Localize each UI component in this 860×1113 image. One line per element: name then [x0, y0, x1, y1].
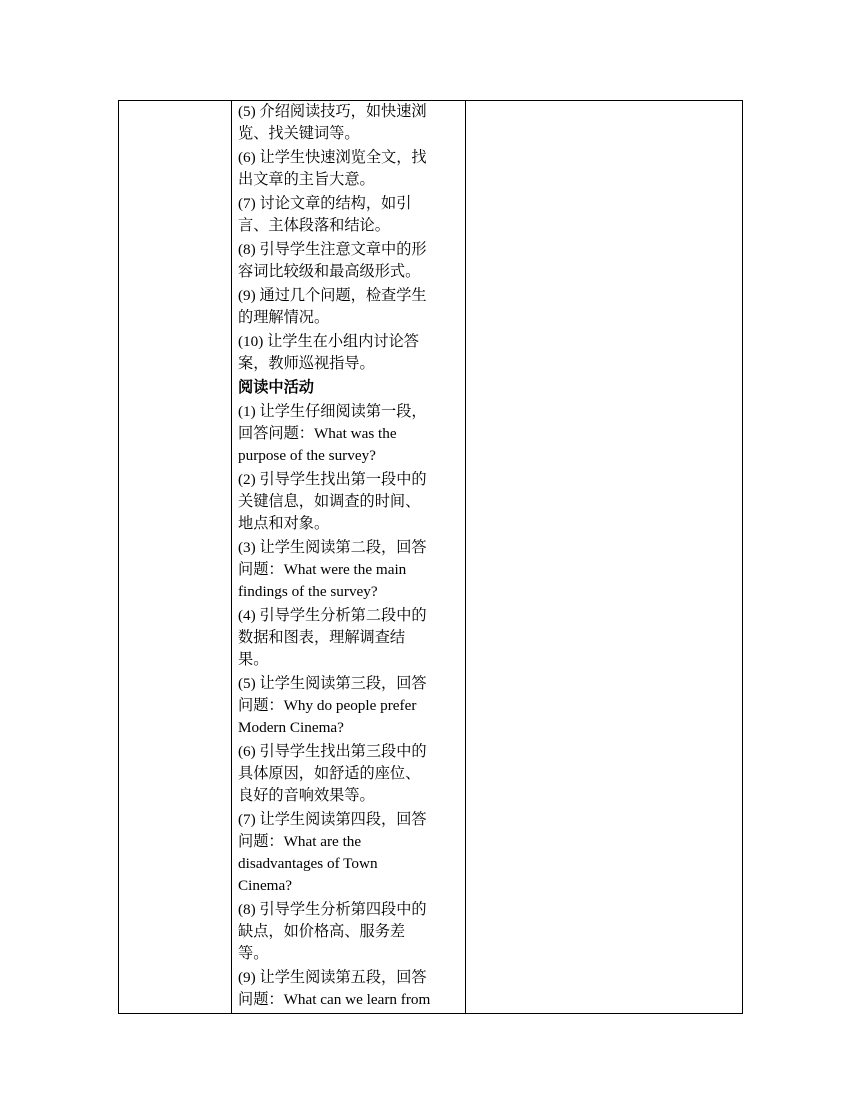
activity-item [238, 101, 459, 145]
activity-item [238, 239, 459, 283]
activity-line: 问题：Why do people prefer [238, 697, 417, 714]
activity-line: (8) 引导学生注意文章中的形 [238, 241, 427, 258]
activity-line: (6) 让学生快速浏览全文，找 [238, 149, 427, 166]
activity-line: 数据和图表，理解调查结 [238, 629, 406, 646]
activity-line: 问题：What are the [238, 833, 362, 850]
activity-item [238, 741, 459, 807]
activity-line: (3) 让学生阅读第二段，回答 [238, 539, 427, 556]
activity-line: 缺点，如价格高、服务差 [238, 923, 406, 940]
activity-line: 果。 [238, 651, 269, 668]
activity-line: 问题：What can we learn from [238, 991, 431, 1008]
activity-line: disadvantages of Town [238, 855, 378, 872]
activity-line: (6) 引导学生找出第三段中的 [238, 743, 427, 760]
activity-item [238, 193, 459, 237]
activity-line: (7) 讨论文章的结构，如引 [238, 195, 412, 212]
activity-item [238, 469, 459, 535]
activity-line: (4) 引导学生分析第二段中的 [238, 607, 427, 624]
activity-line: (9) 让学生阅读第五段，回答 [238, 969, 427, 986]
activity-line: 良好的音响效果等。 [238, 787, 375, 804]
activity-line: 的理解情况。 [238, 309, 330, 326]
activity-line: 关键信息，如调查的时间、 [238, 493, 421, 510]
activity-item [238, 605, 459, 671]
activity-line: (8) 引导学生分析第四段中的 [238, 901, 427, 918]
activity-line: 问题：What were the main [238, 561, 407, 578]
activity-item [238, 147, 459, 191]
activity-line: (7) 让学生阅读第四段，回答 [238, 811, 427, 828]
design-intent-cell [466, 101, 743, 1014]
activity-list [232, 101, 465, 1011]
activity-line: 等。 [238, 945, 269, 962]
activity-line: findings of the survey? [238, 583, 378, 600]
activity-line: 出文章的主旨大意。 [238, 171, 375, 188]
activity-item [238, 673, 459, 739]
activity-line: (1) 让学生仔细阅读第一段， [238, 403, 427, 420]
activity-line: 地点和对象。 [238, 515, 330, 532]
section-heading [238, 377, 459, 399]
activity-line: 回答问题：What was the [238, 425, 397, 442]
activity-item [238, 331, 459, 375]
activity-line: purpose of the survey? [238, 447, 376, 464]
activity-item [238, 967, 459, 1011]
activity-item [238, 809, 459, 897]
activity-line: Cinema? [238, 877, 292, 894]
activity-line: 览、找关键词等。 [238, 125, 360, 142]
activity-line: 言、主体段落和结论。 [238, 217, 390, 234]
activity-line: 案，教师巡视指导。 [238, 355, 375, 372]
activity-line: 阅读中活动 [238, 379, 314, 396]
activity-item [238, 899, 459, 965]
activity-line: (5) 介绍阅读技巧，如快速浏 [238, 103, 427, 120]
table-row [119, 101, 743, 1014]
activity-line: 具体原因，如舒适的座位、 [238, 765, 421, 782]
activity-line: 容词比较级和最高级形式。 [238, 263, 421, 280]
teacher-activity-cell [232, 101, 466, 1014]
activity-item [238, 285, 459, 329]
activity-line: (9) 通过几个问题，检查学生 [238, 287, 427, 304]
activity-item [238, 537, 459, 603]
activity-line: (10) 让学生在小组内讨论答 [238, 333, 419, 350]
stage-column-cell [119, 101, 232, 1014]
lesson-plan-table [118, 100, 743, 1014]
activity-line: (2) 引导学生找出第一段中的 [238, 471, 427, 488]
activity-line: (5) 让学生阅读第三段，回答 [238, 675, 427, 692]
activity-line: Modern Cinema? [238, 719, 344, 736]
activity-item [238, 401, 459, 467]
